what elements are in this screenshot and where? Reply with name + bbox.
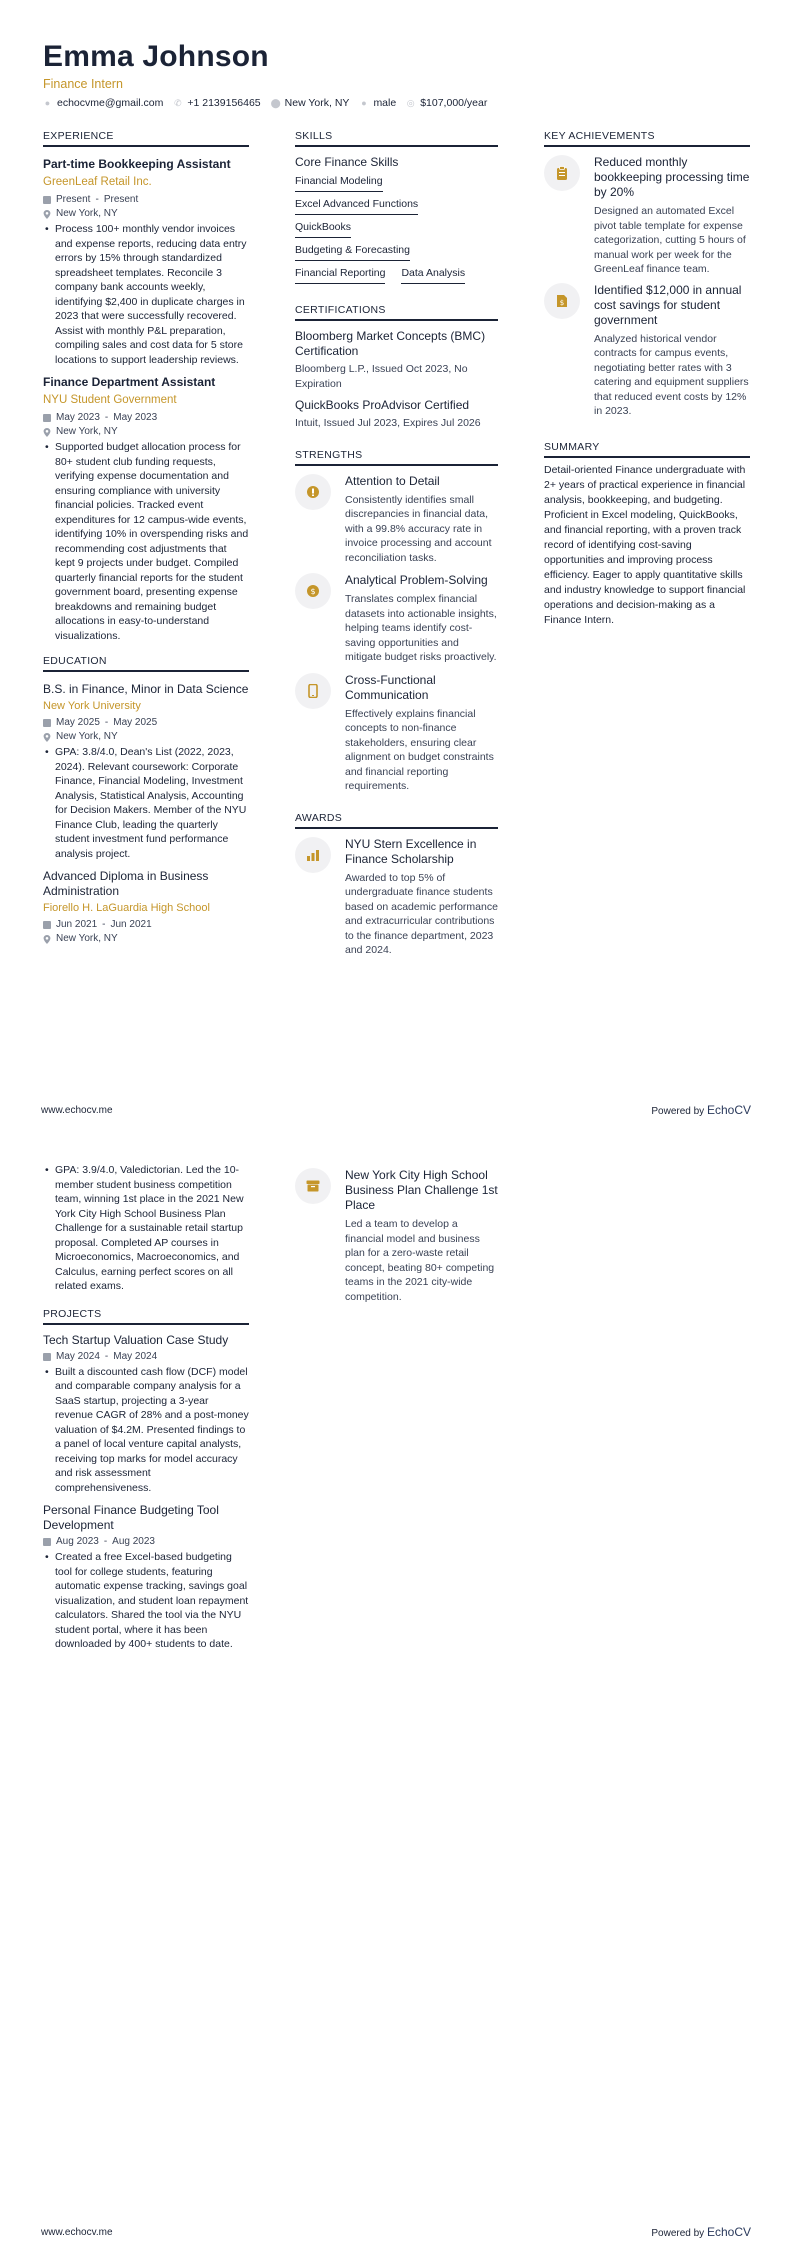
education-school: New York University <box>43 700 141 712</box>
achievement-item <box>544 155 750 277</box>
certification-item <box>295 398 498 431</box>
job-title: Finance Intern <box>43 77 123 91</box>
award-item <box>295 837 498 958</box>
location-pin-icon <box>43 935 51 944</box>
strength-title: Cross-Functional Communication <box>345 672 436 702</box>
experience-heading: EXPERIENCE <box>43 130 249 147</box>
certifications-heading: CERTIFICATIONS <box>295 304 498 321</box>
strength-item <box>295 474 498 566</box>
contact-location <box>271 97 350 109</box>
right-column <box>544 130 750 628</box>
experience-location: New York, NY <box>43 207 249 221</box>
strength-desc: Effectively explains financial concepts to non-finance stakeholders, ensuring clear alignment on budget constraints and financial reporting requirements. <box>345 707 494 792</box>
projects-heading: PROJECTS <box>43 1308 249 1325</box>
gender-text: male <box>373 97 397 109</box>
experience-company: NYU Student Government <box>43 394 177 406</box>
footer-site-link[interactable]: www.echocv.me <box>41 2227 113 2238</box>
experience-dates: May 2023 - May 2023 <box>43 411 249 425</box>
bar-chart-icon <box>295 837 331 873</box>
education-location: New York, NY <box>43 730 249 744</box>
experience-title: Finance Department Assistant <box>43 375 216 389</box>
achievement-title: Reduced monthly bookkeeping processing time by 20% <box>594 155 750 199</box>
powered-by-text: Powered by <box>651 2228 705 2239</box>
brand-logo: EchoCV <box>706 2225 751 2239</box>
award-title: NYU Stern Excellence in Finance Scholarship <box>345 836 477 866</box>
education-dates: May 2025 - May 2025 <box>43 716 249 730</box>
education-degree: Advanced Diploma in Business Administration <box>43 869 209 898</box>
phone-icon: ✆ <box>174 97 182 108</box>
award-desc: Awarded to top 5% of undergraduate finance students based on academic performance and extracurricular contributions to the finance department, 2023 and 2024. <box>345 871 498 956</box>
footer-powered <box>651 1103 751 1117</box>
strength-item <box>295 673 498 794</box>
achievement-item <box>544 283 750 419</box>
education-bullet: • GPA: 3.9/4.0, Valedictorian. Led the 10-member student business competition team, winning 1st place in the 2021 New York City High School Business Plan Challenge for a sustainable retail startup proposal. Completed AP courses in Microeconomics, Macroeconomics, and Calculus, earning perfect scores on all related exams. <box>43 1163 249 1294</box>
location-pin-icon <box>43 733 51 742</box>
contact-phone[interactable] <box>173 97 260 109</box>
experience-bullet: • Supported budget allocation process for 80+ student club funding requests, verifying expense documentation and ensuring compliance with university financial policies. Tracked event expenditures for 12 campus-wide events, identifying 10% in overspending risks and recommending cost adjustments that kept 9 projects under budget. Compiled quarterly financial reports for the student government board, presenting expense breakdowns and remaining budget allocations in easy-to-understand visualizations. <box>43 440 249 643</box>
footer-site-link[interactable]: www.echocv.me <box>41 1105 113 1116</box>
strength-title: Attention to Detail <box>345 473 440 488</box>
education-bullet: • GPA: 3.8/4.0, Dean's List (2022, 2023, 2024). Relevant coursework: Corporate Finance, Financial Modeling, Investment Analysis, Statistical Analysis, Accounting for Decision Makers. Member of the NYU Finance Club, leading the quarterly student investment fund performance analysis project. <box>43 745 249 861</box>
certification-item <box>295 329 498 391</box>
mobile-icon <box>295 673 331 709</box>
skill-tag: Budgeting & Forecasting <box>295 238 410 261</box>
person-icon: ● <box>361 97 367 108</box>
location-pin-icon <box>43 428 51 437</box>
skill-tag: QuickBooks <box>295 215 351 238</box>
project-item <box>43 1333 249 1496</box>
invoice-icon <box>544 283 580 319</box>
education-degree: B.S. in Finance, Minor in Data Science <box>43 682 249 696</box>
contact-bar <box>43 97 487 109</box>
experience-item <box>43 157 249 367</box>
calendar-icon <box>43 196 51 204</box>
project-bullet: • Built a discounted cash flow (DCF) model and comparable company analysis for a SaaS startup, projecting a 3-year revenue CAGR of 28% and a post-money valuation of $4.2M. Presented findings to a panel of local venture capital analysts, receiving top marks for model accuracy and risk assessment comprehensiveness. <box>43 1365 249 1496</box>
project-title: Tech Startup Valuation Case Study <box>43 1332 229 1347</box>
location-pin-icon <box>43 210 51 219</box>
summary-text: Detail-oriented Finance undergraduate with 2+ years of practical experience in financial analysis, bookkeeping, and budgeting. Proficient in Excel modeling, QuickBooks, and financial reporting, with a proven track record of identifying cost-saving opportunities and improving process efficiency. Eager to apply quantitative skills and industry knowledge to support financial operations and decision-making as a Finance Intern. <box>544 463 746 626</box>
calendar-icon <box>43 719 51 727</box>
footer-powered <box>651 2225 751 2239</box>
achievement-title: Identified $12,000 in annual cost savings for student government <box>594 282 742 327</box>
certification-issuer: Intuit, Issued Jul 2023, Expires Jul 2026 <box>295 417 481 429</box>
strength-title: Analytical Problem-Solving <box>345 573 488 587</box>
phone-text: +1 2139156465 <box>187 97 261 109</box>
certification-issuer: Bloomberg L.P., Issued Oct 2023, No Expiration <box>295 363 468 390</box>
certification-title: Bloomberg Market Concepts (BMC) Certification <box>295 329 486 358</box>
brand-logo: EchoCV <box>706 1103 751 1117</box>
middle-column <box>295 130 498 958</box>
archive-icon <box>295 1168 331 1204</box>
award-desc: Led a team to develop a financial model and business plan for a zero-waste retail concept, beating 80+ competing teams in the 2021 city-wide competition. <box>345 1218 495 1303</box>
awards-heading: AWARDS <box>295 812 498 829</box>
skills-list <box>295 169 498 284</box>
skill-tag: Financial Modeling <box>295 169 383 192</box>
location-text: New York, NY <box>284 97 350 109</box>
calendar-icon <box>43 921 51 929</box>
education-school: Fiorello H. LaGuardia High School <box>43 902 210 914</box>
calendar-icon <box>43 1353 51 1361</box>
calendar-icon <box>43 1538 51 1546</box>
achievement-desc: Analyzed historical vendor contracts for campus events, negotiating better rates with 3 catering and equipment suppliers that reduced event costs by 12% in 2023. <box>594 332 749 417</box>
contact-gender <box>359 97 396 109</box>
svg-text:$: $ <box>559 298 565 307</box>
skill-tag: Data Analysis <box>401 261 465 284</box>
experience-location: New York, NY <box>43 425 249 439</box>
skill-tag: Excel Advanced Functions <box>295 192 418 215</box>
project-title: Personal Finance Budgeting Tool Development <box>43 1503 219 1532</box>
award-title: New York City High School Business Plan Challenge 1st Place <box>345 1168 498 1212</box>
svg-text:$: $ <box>310 587 316 596</box>
skills-group-title: Core Finance Skills <box>295 155 399 169</box>
education-location: New York, NY <box>43 932 249 946</box>
education-heading: EDUCATION <box>43 655 249 672</box>
certification-title: QuickBooks ProAdvisor Certified <box>295 398 470 412</box>
award-item <box>295 1168 498 1304</box>
strength-item <box>295 573 498 665</box>
email-text: echocvme@gmail.com <box>57 97 164 109</box>
experience-company: GreenLeaf Retail Inc. <box>43 176 152 188</box>
dollar-coin-icon <box>295 573 331 609</box>
location-pin-icon: ⬤ <box>270 97 281 108</box>
clipboard-icon <box>544 155 580 191</box>
calendar-icon <box>43 414 51 422</box>
experience-title: Part-time Bookkeeping Assistant <box>43 157 231 171</box>
achievements-heading: KEY ACHIEVEMENTS <box>544 130 750 147</box>
project-dates: May 2024 - May 2024 <box>43 1350 249 1364</box>
strength-desc: Translates complex financial datasets into actionable insights, helping teams identify cost-saving opportunities and mitigate budget risks proactively. <box>345 593 497 663</box>
dollar-icon: ◎ <box>406 97 415 108</box>
strength-desc: Consistently identifies small discrepancies in financial data, with a 99.8% accuracy rate in invoice processing and account reconciliation tasks. <box>345 493 492 564</box>
education-dates: Jun 2021 - Jun 2021 <box>43 918 249 932</box>
powered-by-text: Powered by <box>651 1106 705 1117</box>
summary-heading: SUMMARY <box>544 441 750 458</box>
education-item <box>43 682 249 861</box>
experience-dates: Present - Present <box>43 193 249 207</box>
middle-column-page-2 <box>295 1168 498 1304</box>
education-item <box>43 869 249 946</box>
contact-email[interactable] <box>43 97 163 109</box>
skills-heading: SKILLS <box>295 130 498 147</box>
project-dates: Aug 2023 - Aug 2023 <box>43 1535 249 1549</box>
experience-bullet: • Process 100+ monthly vendor invoices and expense reports, reducing data entry errors by 15% through standardized spreadsheet templates. Reconcile 3 company bank accounts weekly, identifying $2,400 in duplicate charges in 2023 that were successfully recovered. Assist with monthly P&L preparation, compiling sales and cost data for 5 store locations to support leadership reviews. <box>43 222 249 367</box>
left-column <box>43 130 249 946</box>
contact-salary <box>406 97 487 109</box>
strengths-heading: STRENGTHS <box>295 449 498 466</box>
email-icon: ● <box>44 97 51 108</box>
left-column-page-2 <box>43 1163 249 1652</box>
lightbulb-icon <box>295 474 331 510</box>
candidate-name: Emma Johnson <box>43 40 269 73</box>
project-item <box>43 1503 249 1652</box>
salary-text: $107,000/year <box>420 97 488 109</box>
achievement-desc: Designed an automated Excel pivot table template for expense categorization, cutting 5 hours of manual work per week for the GreenLeaf finance team. <box>594 205 746 275</box>
project-bullet: • Created a free Excel-based budgeting tool for college students, featuring automatic expense tracking, savings goal visualization, and student loan repayment calculators. Shared the tool via the NYU student portal, where it has been downloaded by 400+ students to date. <box>43 1550 249 1652</box>
skill-tag: Financial Reporting <box>295 261 385 284</box>
experience-item <box>43 375 249 643</box>
